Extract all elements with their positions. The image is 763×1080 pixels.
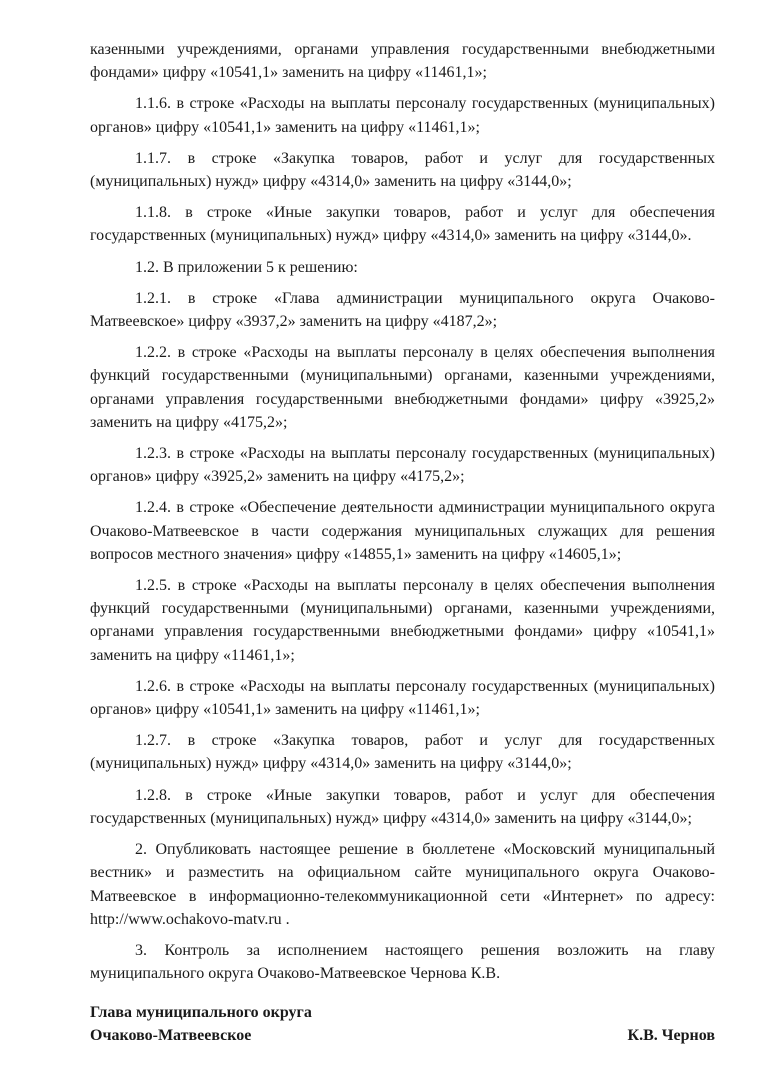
paragraph: 1.1.6. в строке «Расходы на выплаты персоналу государственных (муниципальных) органов» цифру «10541,1» заменить на цифру «11461,1»; <box>90 95 715 136</box>
signature-block <box>90 1001 715 1047</box>
paragraph: 1.2.7. в строке «Закупка товаров, работ и услуг для государственных (муниципальных) нужд» цифру «4314,0» заменить на цифру «3144,0»; <box>90 732 715 773</box>
paragraph: 1.2.1. в строке «Глава администрации муниципального округа Очаково-Матвеевское» цифру «3937,2» заменить на цифру «4187,2»; <box>90 289 715 331</box>
paragraph: 1.2.3. в строке «Расходы на выплаты персоналу государственных (муниципальных) органов» цифру «3925,2» заменить на цифру «4175,2»; <box>90 445 715 486</box>
paragraph: 1.2. В приложении 5 к решению: <box>135 258 358 276</box>
signature-title-line2: Очаково-Матвеевское <box>90 1027 252 1044</box>
document-body <box>90 38 715 985</box>
paragraph: 3. Контроль за исполнением настоящего решения возложить на главу муниципального округа Очаково-Матвеевское Чернова К.В. <box>90 941 715 983</box>
paragraph: 2. Опубликовать настоящее решение в бюллетене «Московский муниципальный вестник» и разместить на официальном сайте муниципального округа Очаково-Матвеевское в информационно-телекоммуникационной сети «Интернет» по адресу: http://www.ochakovo-matv.ru . <box>90 841 715 928</box>
paragraph: 1.2.6. в строке «Расходы на выплаты персоналу государственных (муниципальных) органов» цифру «10541,1» заменить на цифру «11461,1»; <box>90 677 715 719</box>
paragraph: 1.1.8. в строке «Иные закупки товаров, работ и услуг для обеспечения государственных (муниципальных) нужд» цифру «4314,0» заменить на цифру «3144,0». <box>90 204 715 245</box>
signature-row-title <box>90 1001 715 1024</box>
signature-row-name <box>90 1024 715 1047</box>
paragraph: 1.2.2. в строке «Расходы на выплаты персоналу в целях обеспечения выполнения функций государственными (муниципальными) органами, казенными учреждениями, органами управления государственными внебюджетными фондами» цифру «3925,2» заменить на цифру «4175,2»; <box>90 344 715 431</box>
signatory-name: К.В. Чернов <box>627 1027 715 1044</box>
paragraph: 1.2.5. в строке «Расходы на выплаты персоналу в целях обеспечения выполнения функций государственными (муниципальными) органами, казенными учреждениями, органами управления государственными внебюджетными фондами» цифру «10541,1» заменить на цифру «11461,1»; <box>90 577 715 664</box>
signature-title-line1: Глава муниципального округа <box>90 1004 312 1021</box>
paragraph: 1.2.4. в строке «Обеспечение деятельности администрации муниципального округа Очаково-Матвеевское в части содержания муниципальных служащих для решения вопросов местного значения» цифру «14855,1» заменить на цифру «14605,1»; <box>90 499 715 563</box>
paragraph: 1.2.8. в строке «Иные закупки товаров, работ и услуг для обеспечения государственных (муниципальных) нужд» цифру «4314,0» заменить на цифру «3144,0»; <box>90 786 715 827</box>
paragraph: казенными учреждениями, органами управления государственными внебюджетными фондами» цифру «10541,1» заменить на цифру «11461,1»; <box>90 41 715 82</box>
paragraph: 1.1.7. в строке «Закупка товаров, работ и услуг для государственных (муниципальных) нужд» цифру «4314,0» заменить на цифру «3144,0»; <box>90 149 715 191</box>
